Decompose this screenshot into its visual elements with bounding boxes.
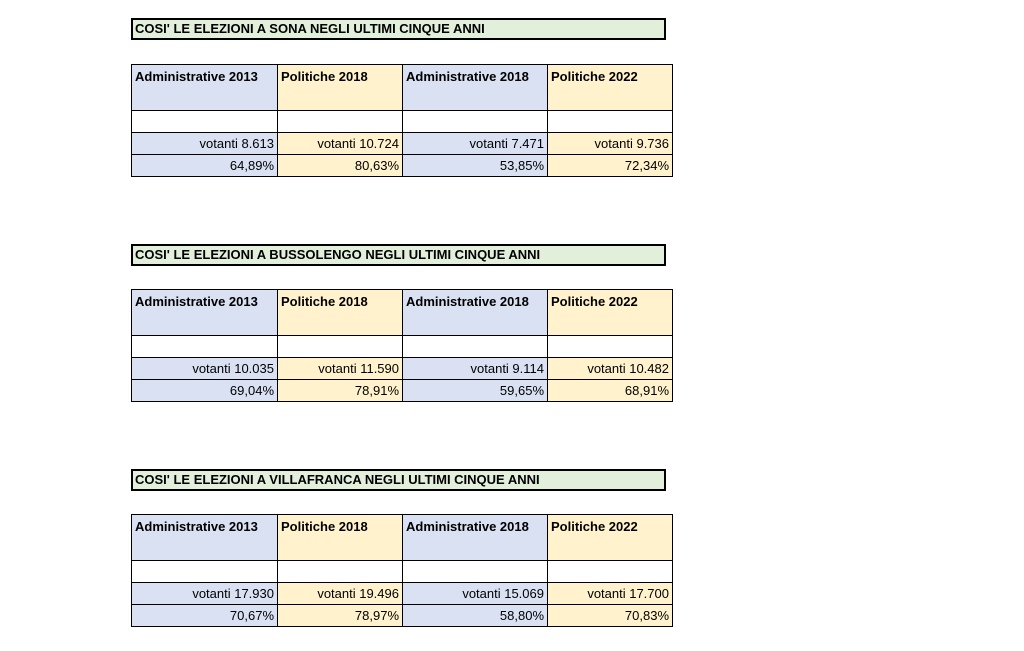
percent-cell: 70,67% [132, 605, 278, 627]
percent-cell: 69,04% [132, 380, 278, 402]
table-header-row [132, 515, 673, 561]
votanti-cell: votanti 17.930 [132, 583, 278, 605]
header-cell: Politiche 2018 [278, 65, 403, 111]
percent-cell: 70,83% [548, 605, 673, 627]
header-cell: Politiche 2022 [548, 65, 673, 111]
votanti-cell: votanti 7.471 [403, 133, 548, 155]
votanti-row [132, 133, 673, 155]
empty-cell [278, 111, 403, 133]
table-header-row [132, 290, 673, 336]
percent-row [132, 155, 673, 177]
votanti-row [132, 583, 673, 605]
votanti-cell: votanti 9.114 [403, 358, 548, 380]
votanti-row [132, 358, 673, 380]
header-cell: Administrative 2013 [132, 290, 278, 336]
percent-cell: 78,91% [278, 380, 403, 402]
percent-cell: 80,63% [278, 155, 403, 177]
votanti-cell: votanti 17.700 [548, 583, 673, 605]
empty-cell [132, 336, 278, 358]
empty-cell [132, 111, 278, 133]
percent-row [132, 380, 673, 402]
empty-cell [403, 336, 548, 358]
empty-cell [132, 561, 278, 583]
percent-cell: 72,34% [548, 155, 673, 177]
header-cell: Administrative 2018 [403, 290, 548, 336]
votanti-cell: votanti 10.482 [548, 358, 673, 380]
header-cell: Politiche 2018 [278, 515, 403, 561]
votanti-cell: votanti 10.724 [278, 133, 403, 155]
votanti-cell: votanti 8.613 [132, 133, 278, 155]
percent-cell: 58,80% [403, 605, 548, 627]
header-cell: Administrative 2013 [132, 515, 278, 561]
votanti-cell: votanti 11.590 [278, 358, 403, 380]
empty-cell [548, 561, 673, 583]
header-cell: Administrative 2018 [403, 515, 548, 561]
election-table-sona [131, 64, 673, 177]
empty-cell [548, 111, 673, 133]
table-empty-row [132, 561, 673, 583]
table-empty-row [132, 336, 673, 358]
empty-cell [548, 336, 673, 358]
percent-cell: 78,97% [278, 605, 403, 627]
table-empty-row [132, 111, 673, 133]
header-cell: Politiche 2018 [278, 290, 403, 336]
percent-cell: 64,89% [132, 155, 278, 177]
percent-cell: 68,91% [548, 380, 673, 402]
votanti-cell: votanti 15.069 [403, 583, 548, 605]
votanti-cell: votanti 19.496 [278, 583, 403, 605]
empty-cell [278, 561, 403, 583]
percent-row [132, 605, 673, 627]
election-table-villafranca [131, 514, 673, 627]
header-cell: Administrative 2013 [132, 65, 278, 111]
empty-cell [403, 111, 548, 133]
header-cell: Administrative 2018 [403, 65, 548, 111]
section-title-sona: COSI' LE ELEZIONI A SONA NEGLI ULTIMI CINQUE ANNI [131, 18, 666, 40]
section-title-bussolengo: COSI' LE ELEZIONI A BUSSOLENGO NEGLI ULTIMI CINQUE ANNI [131, 244, 666, 266]
votanti-cell: votanti 9.736 [548, 133, 673, 155]
section-title-villafranca: COSI' LE ELEZIONI A VILLAFRANCA NEGLI ULTIMI CINQUE ANNI [131, 469, 666, 491]
empty-cell [278, 336, 403, 358]
empty-cell [403, 561, 548, 583]
header-cell: Politiche 2022 [548, 515, 673, 561]
votanti-cell: votanti 10.035 [132, 358, 278, 380]
header-cell: Politiche 2022 [548, 290, 673, 336]
table-header-row [132, 65, 673, 111]
percent-cell: 53,85% [403, 155, 548, 177]
election-table-bussolengo [131, 289, 673, 402]
percent-cell: 59,65% [403, 380, 548, 402]
